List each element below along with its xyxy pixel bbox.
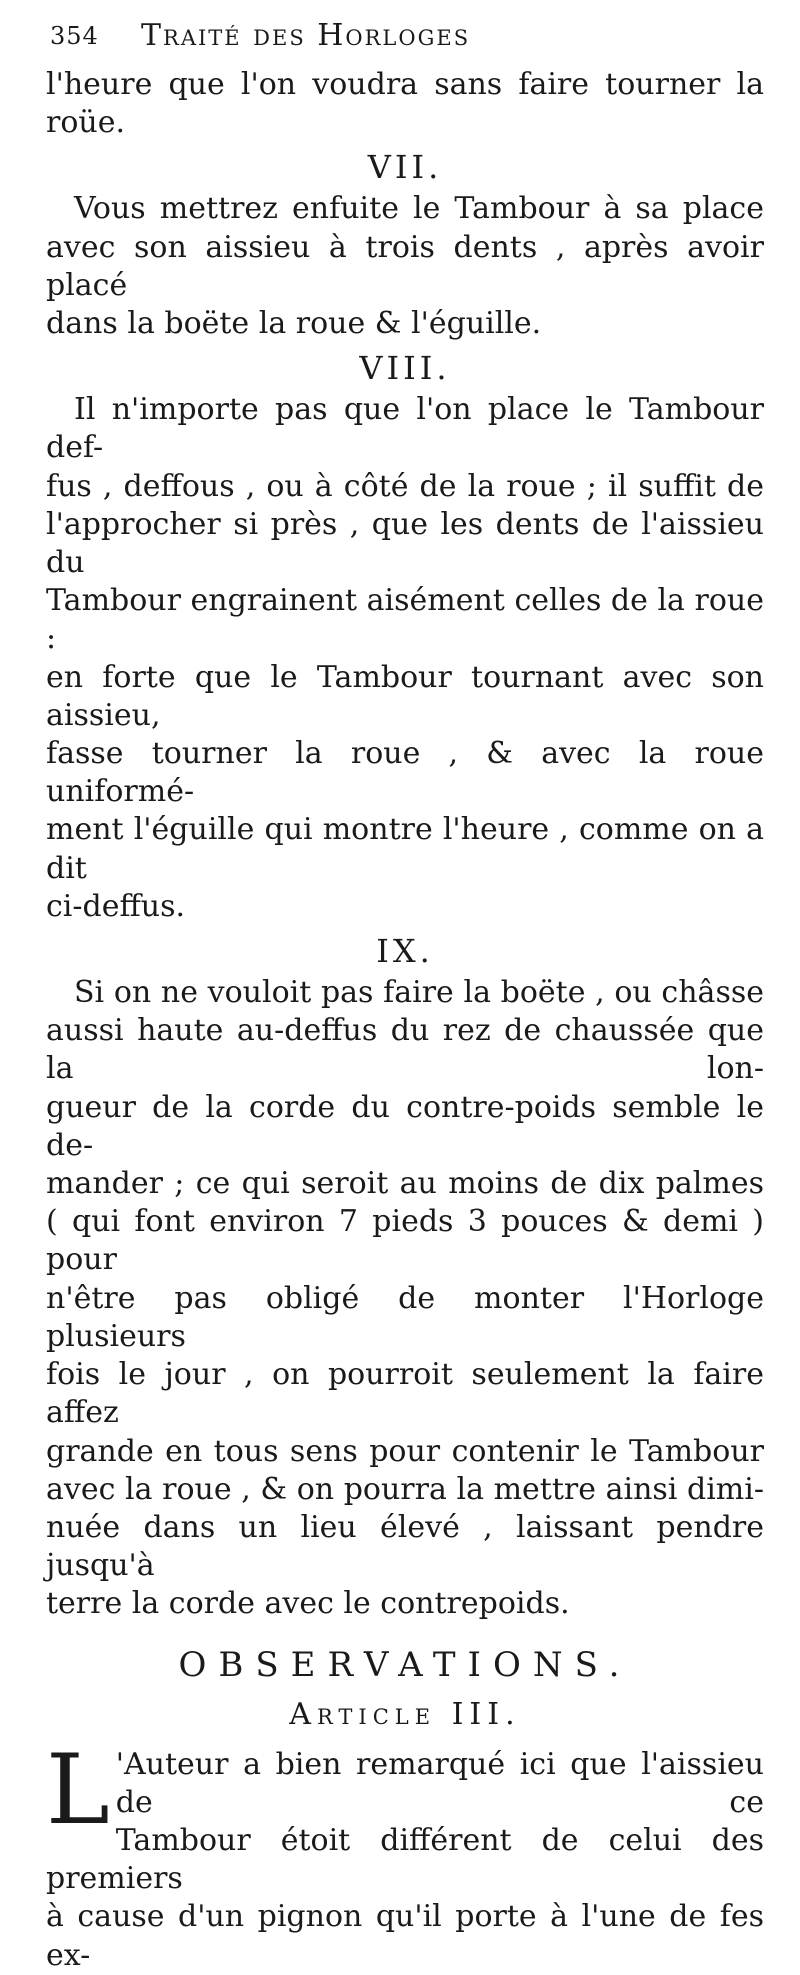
running-title: Traité des Horloges: [141, 18, 471, 53]
text-line: Tambour étoit différent de celui des premiers: [46, 1822, 764, 1897]
page-number: 354: [50, 22, 99, 50]
observations-body: [46, 1733, 764, 1975]
text-line: n'être pas obligé de monter l'Horloge plusieurs: [46, 1280, 764, 1354]
section-number: VIII.: [359, 349, 451, 388]
section-viii: [46, 347, 764, 926]
text-line: fus , deffous , ou à côté de la roue ; il suffit de: [46, 468, 764, 504]
observations-heading: OBSERVATIONS.: [178, 1644, 632, 1685]
text-line: 'Auteur a bien remarqué ici que l'aissieu de ce: [115, 1746, 764, 1820]
text-line: ( qui font environ 7 pieds 3 pouces & demi ) pour: [46, 1204, 764, 1278]
text-line: fasse tourner la roue , & avec la roue uniformé-: [46, 736, 764, 810]
text-line: Il n'importe pas que l'on place le Tambour def-: [46, 392, 764, 466]
section-number: IX.: [376, 932, 434, 971]
text-line: dans la boëte la roue & l'éguille.: [46, 306, 542, 342]
text-line: grande en tous sens pour contenir le Tambour: [46, 1433, 764, 1469]
text-line: gueur de la corde du contre-poids semble le de-: [46, 1089, 764, 1163]
text-column: [46, 18, 764, 1975]
section-vii: [46, 146, 764, 343]
section-number: VII.: [367, 148, 443, 187]
article-heading: Article III.: [289, 1696, 521, 1732]
text-line: à cause d'un pignon qu'il porte à l'une de fes ex-: [46, 1899, 764, 1973]
text-line: Tambour engrainent aisément celles de la roue :: [46, 583, 764, 657]
text-line: nuée dans un lieu élevé , laissant pendre jusqu'à: [46, 1509, 764, 1584]
text-line: aussi haute au-deffus du rez de chaussée que la lon-: [46, 1013, 764, 1087]
section-ix: [46, 930, 764, 1623]
intro-line: l'heure que l'on voudra sans faire tourner la roüe.: [46, 67, 764, 141]
text-line: en forte que le Tambour tournant avec son aissieu,: [46, 659, 764, 733]
text-line: l'approcher si près , que les dents de l'aissieu du: [46, 506, 764, 581]
drop-cap: L: [46, 1733, 110, 1846]
text-line: avec son aissieu à trois dents , après avoir placé: [46, 229, 764, 303]
text-line: mander ; ce qui seroit au moins de dix palmes: [46, 1166, 764, 1202]
text-line: Vous mettrez enfuite le Tambour à sa place: [74, 191, 764, 227]
text-line: avec la roue , & on pourra la mettre ainsi dimi-: [46, 1471, 764, 1507]
text-line: Si on ne vouloit pas faire la boëte , ou châsse: [74, 975, 764, 1011]
text-line: terre la corde avec le contrepoids.: [46, 1586, 570, 1622]
observations-section: [46, 1642, 764, 1975]
running-head: [46, 18, 764, 66]
text-line: fois le jour , on pourroit seulement la faire affez: [46, 1357, 764, 1431]
text-line: ci-deffus.: [46, 888, 186, 924]
text-line: ment l'éguille qui montre l'heure , comme on a dit: [46, 812, 764, 886]
